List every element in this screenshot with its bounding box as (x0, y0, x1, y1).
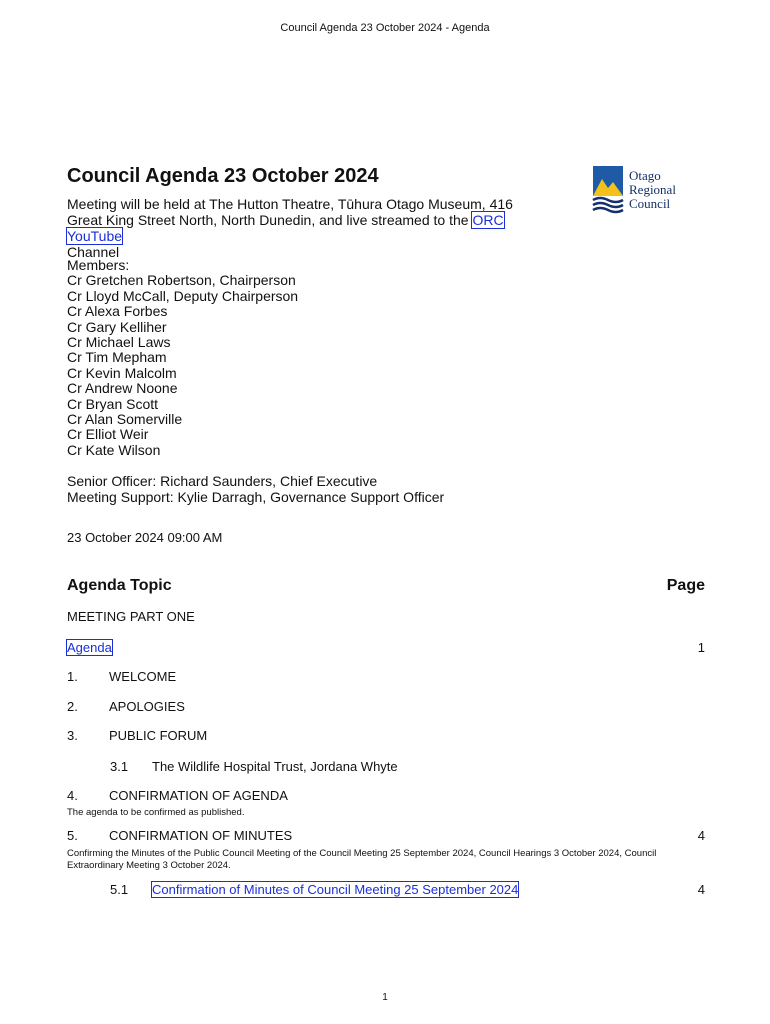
meeting-channel-text: Channel (67, 244, 120, 260)
meeting-datetime: 23 October 2024 09:00 AM (67, 530, 223, 545)
page-header: Page (666, 577, 705, 594)
subitem-page: 4 (697, 882, 705, 897)
meeting-location-text: Meeting will be held at The Hutton Theatre, Tūhura Otago Museum, 416 Great King Street North, North Dunedin, and live streamed to the (67, 196, 513, 228)
item-number: 3. (67, 728, 78, 743)
member-item: Cr Michael Laws (67, 334, 171, 351)
logo-text-line3: Council (629, 196, 671, 211)
senior-officer: Senior Officer: Richard Saunders, Chief Executive (67, 473, 378, 489)
agenda-link-page: 1 (697, 640, 705, 655)
item-note: Confirming the Minutes of the Public Council Meeting of the Council Meeting 25 September 2024, Council Hearings 3 October 2024, Council Extraordinary Meeting 3 October 2024. (67, 848, 657, 871)
officers (67, 473, 444, 505)
member-item: Cr Tim Mepham (67, 349, 167, 366)
item-note: The agenda to be confirmed as published. (67, 807, 245, 818)
subitem-number: 3.1 (110, 759, 129, 774)
item-label: WELCOME (109, 669, 177, 684)
item-number: 1. (67, 669, 78, 684)
member-item: Cr Bryan Scott (67, 395, 159, 412)
member-item: Cr Lloyd McCall, Deputy Chairperson (67, 287, 299, 304)
meeting-support: Meeting Support: Kylie Darragh, Governance Support Officer (67, 489, 445, 505)
subitem-number: 5.1 (110, 882, 129, 897)
member-item: Cr Gary Kelliher (67, 318, 167, 335)
meeting-info (67, 196, 547, 260)
item-page: 4 (697, 828, 705, 843)
members-list (67, 258, 298, 458)
orc-logo-icon (592, 166, 696, 214)
member-item: Cr Kate Wilson (67, 441, 161, 458)
item-label: APOLOGIES (109, 699, 185, 714)
orc-logo (592, 166, 696, 214)
member-item: Cr Gretchen Robertson, Chairperson (67, 272, 296, 289)
subitem-label: The Wildlife Hospital Trust, Jordana Whyte (152, 759, 398, 774)
logo-text-line1: Otago (629, 168, 661, 183)
agenda-link[interactable]: Agenda (67, 640, 112, 655)
item-label: CONFIRMATION OF MINUTES (109, 828, 293, 843)
page-number: 1 (382, 992, 388, 1003)
item-number: 2. (67, 699, 78, 714)
item-label: CONFIRMATION OF AGENDA (109, 788, 288, 803)
meeting-part-label: MEETING PART ONE (67, 609, 195, 624)
minutes-link[interactable]: Confirmation of Minutes of Council Meeting 25 September 2024 (152, 882, 519, 897)
member-item: Cr Andrew Noone (67, 380, 178, 397)
member-item: Cr Elliot Weir (67, 426, 149, 443)
member-item: Cr Kevin Malcolm (67, 364, 177, 381)
logo-text-line2: Regional (629, 182, 676, 197)
item-label: PUBLIC FORUM (109, 728, 208, 743)
member-item: Cr Alexa Forbes (67, 303, 168, 320)
item-number: 4. (67, 788, 78, 803)
member-item: Cr Alan Somerville (67, 411, 183, 428)
item-number: 5. (67, 828, 78, 843)
agenda-topic-header: Agenda Topic (67, 577, 172, 594)
running-header: Council Agenda 23 October 2024 - Agenda (280, 22, 490, 34)
document-title: Council Agenda 23 October 2024 (67, 165, 379, 187)
orc-youtube-link[interactable]: ORC YouTube (67, 212, 504, 244)
members-label: Members: (67, 257, 130, 273)
